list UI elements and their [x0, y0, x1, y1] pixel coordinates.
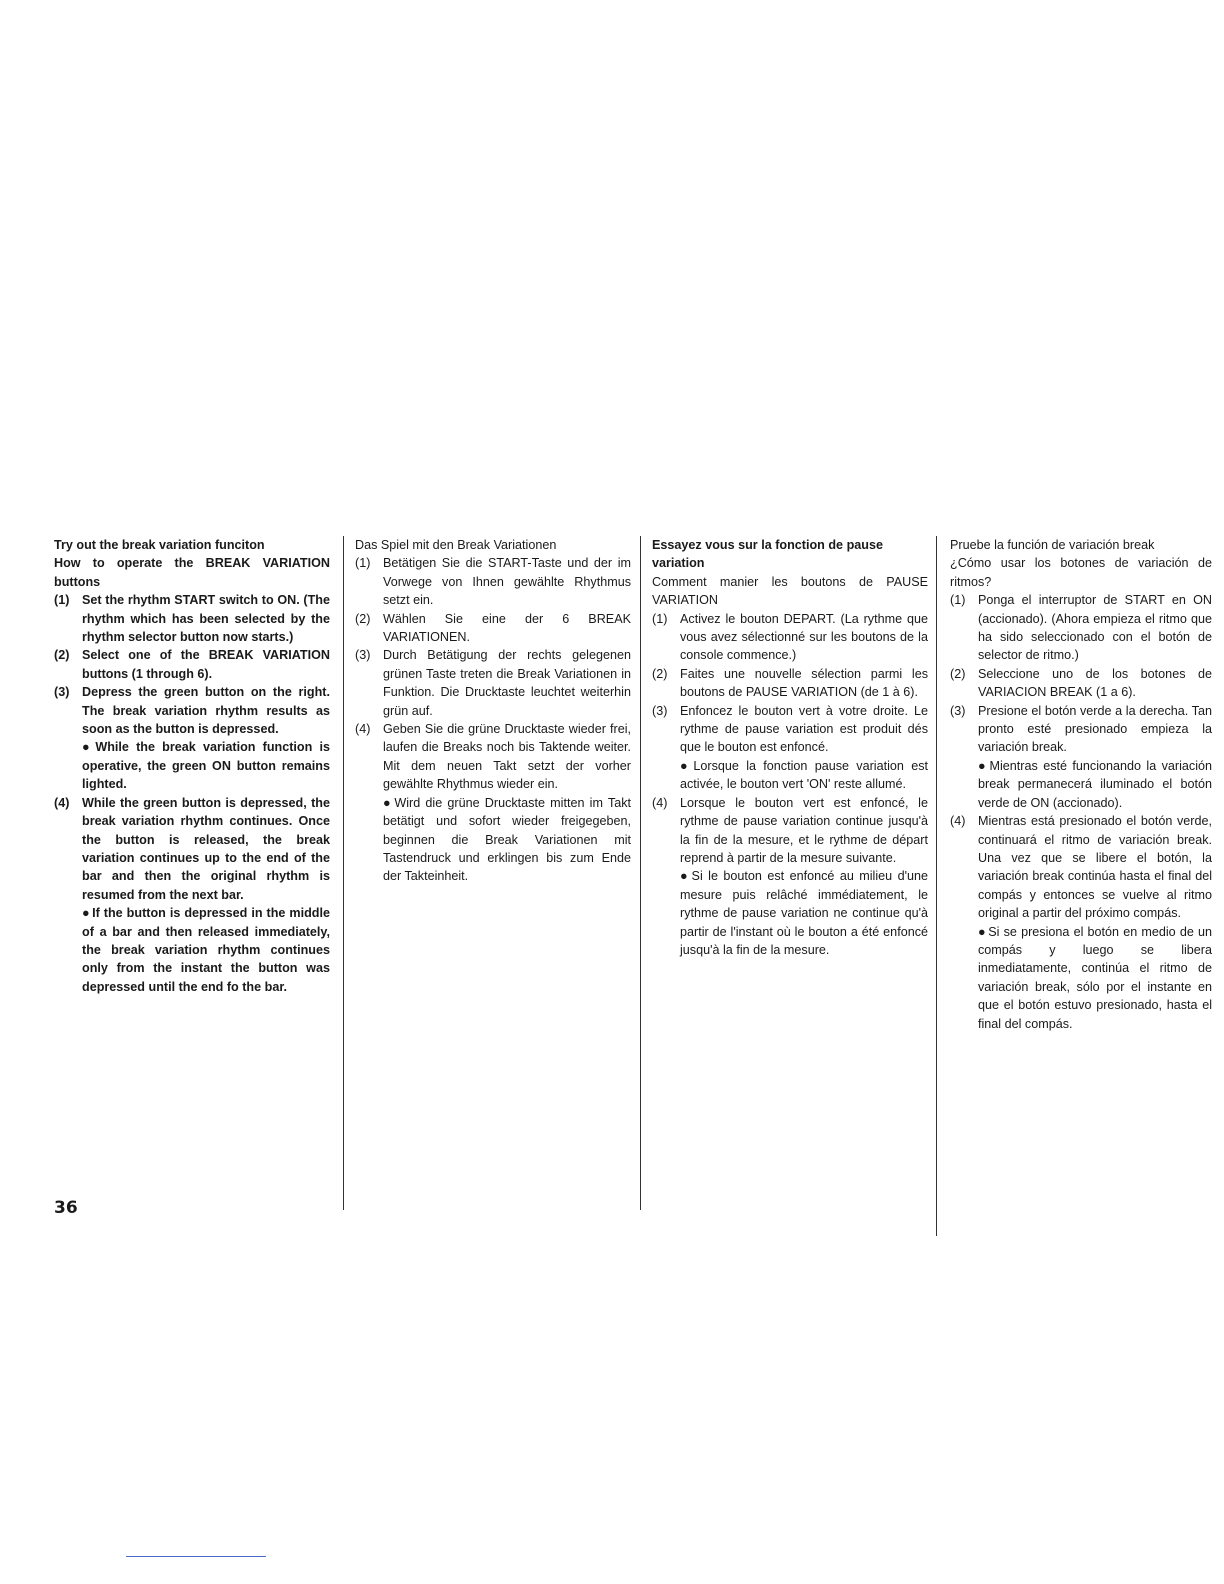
- spanish-step-3: (3) Presione el botón verde a la derecha. Tan pronto esté presionado empieza la variación break.: [950, 703, 1212, 755]
- french-note-4: ● Si le bouton est enfoncé au milieu d'une mesure puis relâché immédiatement, le rythme de pause variation ne continue qu'à partir de l'instant où le bouton a été enfoncé jusqu'à la fin de la mesure.: [680, 869, 929, 957]
- german-step-3: (3) Durch Betätigung der rechts gelegenen grünen Taste treten die Break Variationen in Funktion. Die Drucktaste leuchtet weiterhin grün auf.: [355, 648, 631, 718]
- spanish-intro: ¿Cómo usar los botones de variación de ritmos?: [950, 556, 1212, 589]
- german-step-1: (1) Betätigen Sie die START-Taste und der im Vorwege von Ihnen gewählte Rhythmus setzt ein.: [355, 556, 631, 608]
- bullet-icon: ●: [978, 924, 987, 939]
- french-step-3: (3) Enfoncez le bouton vert à votre droite. Le rythme de pause variation est produit dés que le bouton est enfoncé.: [652, 703, 928, 755]
- german-step-4: (4) Geben Sie die grüne Drucktaste wieder frei, laufen die Breaks noch bis Taktende weiter. Mit dem neuen Takt setzt der vorher gewählte Rhythmus wieder ein.: [355, 722, 631, 792]
- english-intro: How to operate the BREAK VARIATION buttons: [54, 556, 330, 589]
- spanish-note-4: ● Si se presiona el botón en medio de un compás y luego se libera inmediatamente, continúa el ritmo de variación break, sólo por el instante en que el botón estuvo presionado, hasta el final del compás.: [978, 924, 1212, 1031]
- french-title: Essayez vous sur la fonction de pause variation: [652, 538, 883, 571]
- column-divider: [343, 536, 344, 1210]
- bullet-icon: ●: [680, 869, 690, 884]
- french-column: [652, 536, 928, 959]
- english-step-3: (3) Depress the green button on the right. The break variation rhythm results as soon as the button is depressed.: [54, 685, 330, 737]
- spanish-step-2: (2) Seleccione uno de los botones de VARIACION BREAK (1 a 6).: [950, 666, 1212, 700]
- english-title: Try out the break variation funciton: [54, 538, 265, 552]
- french-note-3: ● Lorsque la fonction pause variation est activée, le bouton vert 'ON' reste allumé.: [680, 758, 928, 792]
- english-step-1: (1) Set the rhythm START switch to ON. (The rhythm which has been selected by the rhythm selector button now starts.): [54, 593, 330, 645]
- french-step-4: (4) Lorsque le bouton vert est enfoncé, le rythme de pause variation continue jusqu'à la fin de la mesure, et le rythme de départ reprend à partir de la mesure suivante.: [652, 795, 928, 865]
- bullet-icon: ●: [82, 740, 94, 755]
- english-step-2: (2) Select one of the BREAK VARIATION buttons (1 through 6).: [54, 648, 330, 681]
- page-number: 36: [54, 1198, 78, 1218]
- spanish-column: [950, 536, 1212, 1033]
- english-note-4: ● If the button is depressed in the middle of a bar and then released immediately, the break variation rhythm continues only from the instant the button was depressed until the end fo the bar.: [82, 906, 331, 994]
- bullet-icon: ●: [978, 758, 988, 773]
- english-step-4: (4) While the green button is depressed, the break variation rhythm continues. Once the button is released, the break variation continues up to the end of the bar and then the original rhythm is resumed from the next bar.: [54, 795, 330, 902]
- english-column: [54, 536, 330, 996]
- bullet-icon: ●: [680, 758, 692, 773]
- footer-line: [126, 1556, 266, 1557]
- french-step-1: (1) Activez le bouton DEPART. (La rythme que vous avez sélectionné sur les boutons de la console commence.): [652, 611, 928, 663]
- column-divider: [640, 536, 641, 1210]
- spanish-title: Pruebe la función de variación break: [950, 538, 1155, 552]
- column-divider: [936, 536, 937, 1236]
- english-note-3: ● While the break variation function is operative, the green ON button remains lighted.: [82, 740, 331, 792]
- spanish-note-3: ● Mientras esté funcionando la variación break permanecerá iluminado el botón verde de ON (accionado).: [978, 758, 1212, 810]
- german-note-4: ● Wird die grüne Drucktaste mitten im Takt betätigt und sofort wieder freigegeben, beginnen die Break Variationen mit Tastendruck und erklingen bis zum Ende der Takteinheit.: [383, 795, 631, 884]
- german-step-2: (2) Wählen Sie eine der 6 BREAK VARIATIONEN.: [355, 611, 631, 645]
- bullet-icon: ●: [383, 795, 393, 810]
- french-step-2: (2) Faites une nouvelle sélection parmi les boutons de PAUSE VARIATION (de 1 à 6).: [652, 666, 928, 700]
- spanish-step-4: (4) Mientras está presionado el botón verde, continuará el ritmo de variación break. Una vez que se libere el botón, la variación break continúa hasta el final del compás y entonces se vuelve al ritmo original a partir del próximo compás.: [950, 814, 1212, 921]
- spanish-step-1: (1) Ponga el interruptor de START en ON (accionado). (Ahora empieza el ritmo que ha sido seleccionado con el botón de selector de ritmo.): [950, 593, 1212, 663]
- german-column: [355, 536, 631, 886]
- german-title: Das Spiel mit den Break Variationen: [355, 538, 557, 552]
- bullet-icon: ●: [82, 906, 91, 921]
- french-intro: Comment manier les boutons de PAUSE VARIATION: [652, 574, 928, 608]
